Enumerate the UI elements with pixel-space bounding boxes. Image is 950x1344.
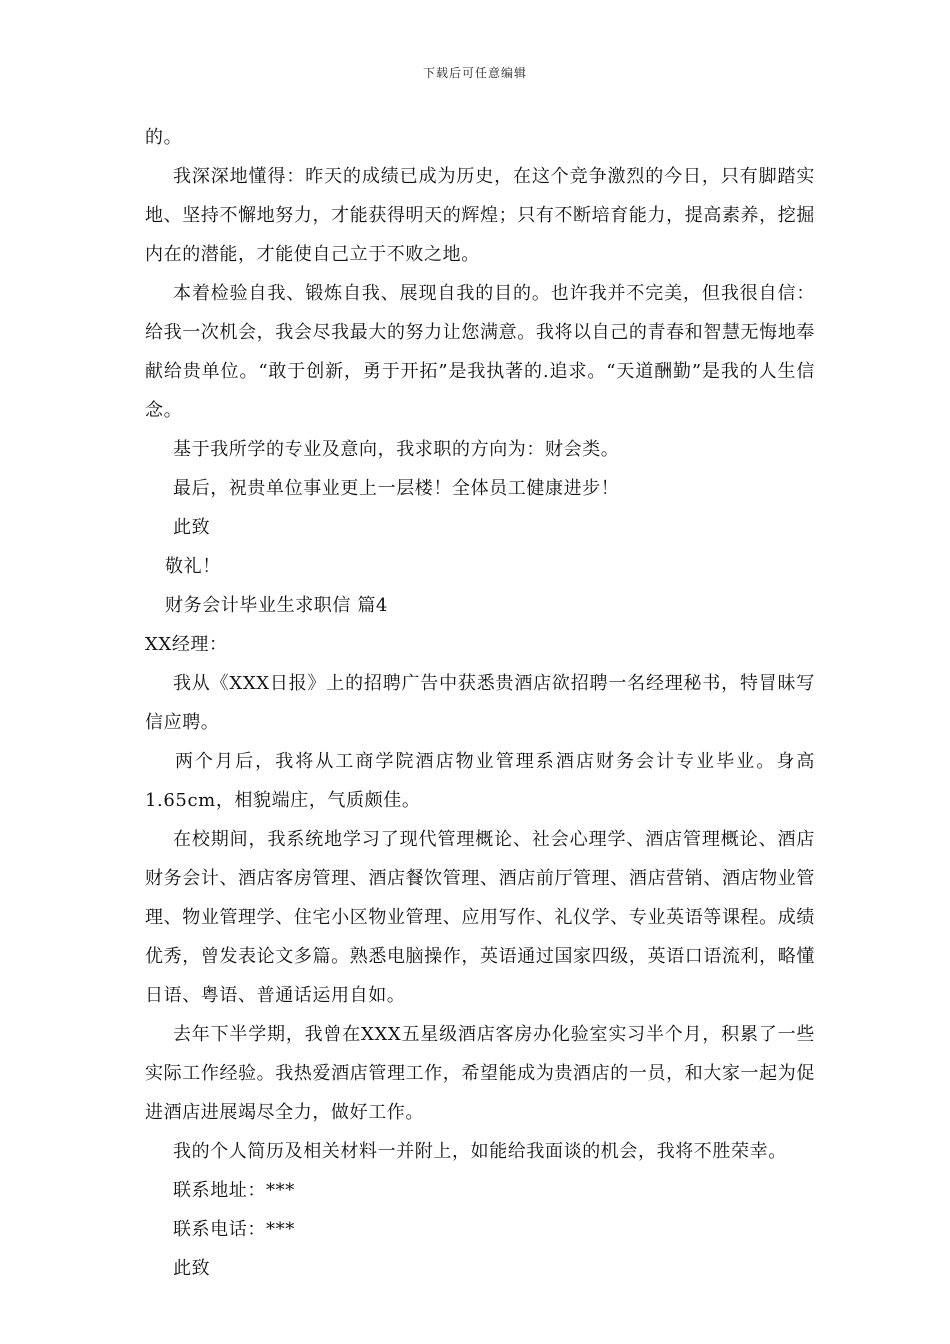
closing-line: 此致 bbox=[173, 517, 211, 538]
salutation-line: 敬礼！ bbox=[165, 556, 221, 577]
addressee-line: XX经理： bbox=[145, 634, 228, 655]
paragraph: 的。 bbox=[145, 127, 183, 148]
contact-address: 联系地址：*** bbox=[173, 1180, 295, 1201]
contact-phone: 联系电话：*** bbox=[173, 1219, 295, 1240]
paragraph: 本着检验自我、锻炼自我、展现自我的目的。也许我并不完美，但我很自信：给我一次机会，我会尽我最大的努力让您满意。我将以自己的青春和智慧无悔地奉献给贵单位。“敢于创新，勇于开拓”是我执著的.追求。“天道酬勤”是我的人生信念。 bbox=[145, 283, 815, 421]
paragraph: 我深深地懂得：昨天的成绩已成为历史，在这个竞争激烈的今日，只有脚踏实地、坚持不懈地努力，才能获得明天的辉煌；只有不断培育能力，提高素养，挖掘内在的潜能，才能使自己立于不败之地。 bbox=[145, 166, 815, 265]
paragraph: 我从《XXX日报》上的招聘广告中获悉贵酒店欲招聘一名经理秘书，特冒昧写信应聘。 bbox=[145, 673, 815, 733]
document-body bbox=[145, 118, 815, 1288]
paragraph: 我的个人简历及相关材料一并附上，如能给我面谈的机会，我将不胜荣幸。 bbox=[173, 1141, 787, 1162]
page-header-note: 下载后可任意编辑 bbox=[422, 66, 527, 80]
paragraph: 在校期间，我系统地学习了现代管理概论、社会心理学、酒店管理概论、酒店财务会计、酒店客房管理、酒店餐饮管理、酒店前厅管理、酒店营销、酒店物业管理、物业管理学、住宅小区物业管理、应用写作、礼仪学、专业英语等课程。成绩优秀，曾发表论文多篇。熟悉电脑操作，英语通过国家四级，英语口语流利，略懂日语、粤语、普通话运用自如。 bbox=[145, 829, 815, 1006]
closing-line: 此致 bbox=[173, 1258, 211, 1279]
paragraph: 最后，祝贵单位事业更上一层楼！全体员工健康进步！ bbox=[173, 478, 620, 499]
paragraph: 去年下半学期，我曾在XXX五星级酒店客房办化验室实习半个月，积累了一些实际工作经验。我热爱酒店管理工作，希望能成为贵酒店的一员，和大家一起为促进酒店进展竭尽全力，做好工作。 bbox=[145, 1024, 815, 1123]
paragraph: 基于我所学的专业及意向，我求职的方向为：财会类。 bbox=[173, 439, 620, 460]
paragraph: 两个月后，我将从工商学院酒店物业管理系酒店财务会计专业毕业。身高1.65cm，相貌端庄，气质颇佳。 bbox=[145, 751, 815, 811]
section-title: 财务会计毕业生求职信 篇4 bbox=[165, 595, 388, 616]
